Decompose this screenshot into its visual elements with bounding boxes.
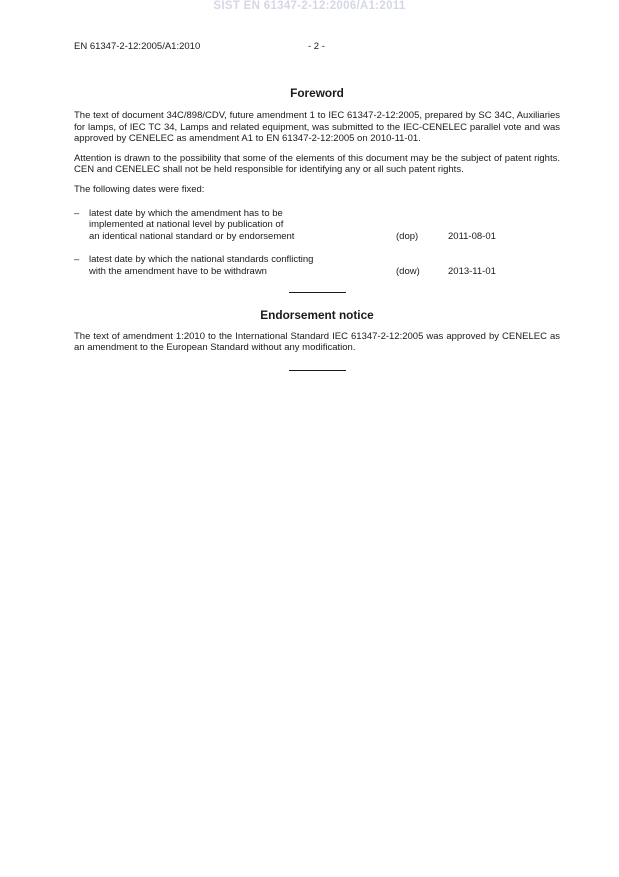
date-value: 2013-11-01 [448,265,496,277]
date-abbreviation: (dow) [396,265,420,277]
list-dash: – [74,254,80,266]
date-description-line: with the amendment have to be withdrawn [89,265,267,277]
foreword-paragraph-3: The following dates were fixed: [74,183,205,195]
section-divider [289,292,346,293]
foreword-paragraph-2: Attention is drawn to the possibility that some of the elements of this document may be the subject of patent rights. CEN and CENELEC shall not be held responsible for identifying any or all such patent rights. [74,152,560,176]
document-id: EN 61347-2-12:2005/A1:2010 [74,41,201,52]
endorsement-paragraph: The text of amendment 1:2010 to the International Standard IEC 61347-2-12:2005 was approved by CENELEC as an amendment to the European Standard without any modification. [74,330,560,354]
date-description-line: implemented at national level by publication of [89,219,284,231]
date-value: 2011-08-01 [448,230,496,242]
watermark-text: SIST EN 61347-2-12:2006/A1:2011 [213,0,406,12]
date-abbreviation: (dop) [396,230,419,242]
endorsement-title: Endorsement notice [260,307,374,322]
date-description [89,208,396,243]
date-item-dop [74,208,560,243]
date-description [89,254,396,277]
list-dash: – [74,207,80,219]
foreword-paragraph-1: The text of document 34C/898/CDV, future amendment 1 to IEC 61347-2-12:2005, prepared by SC 34C, Auxiliaries for lamps, of IEC TC 34, Lamps and related equipment, was submitted to the IEC-CENELEC parallel vote and was approved by CENELEC as amendment A1 to EN 61347-2-12:2005 on 2010-11-01. [74,110,560,145]
date-description-line: an identical national standard or by endorsement [89,230,295,242]
date-item-dow [74,254,560,277]
document-body [74,86,560,371]
page-number: - 2 - [308,41,325,52]
dates-list [74,208,560,278]
date-description-line: latest date by which the amendment has to be [89,207,283,219]
date-description-line: latest date by which the national standards conflicting [89,254,314,266]
foreword-title: Foreword [290,86,344,100]
section-divider [289,370,346,371]
